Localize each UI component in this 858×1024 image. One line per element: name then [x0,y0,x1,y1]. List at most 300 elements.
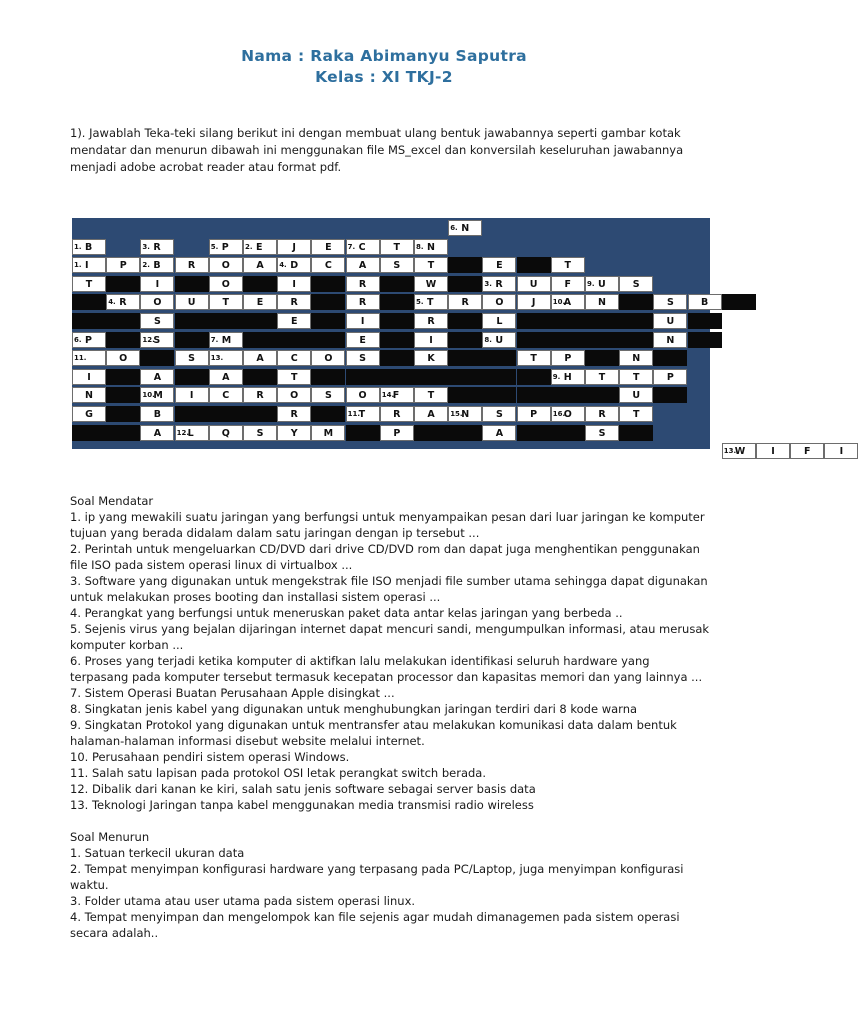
cell-letter: I [839,446,844,458]
crossword-cell [448,406,482,422]
crossword-cell [106,257,140,273]
cell-letter: I [292,278,296,290]
cell-letter: O [221,278,230,290]
cell-letter: O [290,390,299,402]
crossword-cell [619,369,653,385]
cell-letter: A [153,427,162,439]
crossword-cell [140,406,174,422]
crossword-block [517,387,551,403]
crossword-block [448,369,482,385]
crossword-block [619,313,653,329]
crossword-cell [517,406,551,422]
cell-letter: T [427,297,434,309]
cell-letter: N [666,334,675,346]
crossword-cell [517,350,551,366]
mendatar-question: 7. Sistem Operasi Buatan Perusahaan Apple disingkat ... [70,686,395,700]
cell-letter: S [598,427,606,439]
crossword-cell [209,239,243,255]
clue-number: 6. [74,335,82,344]
crossword-block [243,332,277,348]
mendatar-list [70,509,710,813]
crossword-cell [551,257,585,273]
cell-letter: D [290,260,299,272]
cell-letter: O [221,260,230,272]
clue-number: 11. [347,410,360,418]
crossword-cell [380,387,414,403]
mendatar-question: 13. Teknologi Jaringan tanpa kabel menggunakan media transmisi radio wireless [70,798,534,812]
crossword-cell [106,350,140,366]
cell-letter: A [153,371,162,383]
clue-number: 3. [484,279,492,288]
cell-letter: F [803,446,811,458]
crossword-cell [482,257,516,273]
clue-number: 7. [347,242,356,251]
crossword-block [448,276,482,292]
crossword-cell [551,350,585,366]
cell-letter: I [87,371,91,383]
cell-letter: I [155,278,160,290]
cell-letter: N [461,409,470,420]
crossword-cell [72,257,106,273]
crossword-cell [482,276,516,292]
cell-letter: R [256,390,264,402]
crossword-block [72,294,106,310]
crossword-block [482,350,516,366]
menurun-list [70,845,710,941]
crossword-block [380,313,414,329]
crossword-block [448,313,482,329]
cell-letter: A [222,371,230,383]
crossword-cell [346,257,380,273]
cell-letter: U [187,297,196,309]
cell-letter: E [496,260,503,272]
crossword-cell [346,294,380,310]
crossword-cell [346,276,380,292]
crossword-cell [346,406,380,422]
clue-number: 2. [245,242,253,251]
menurun-question: 1. Satuan terkecil ukuran data [70,846,245,860]
crossword-cell [756,443,790,459]
crossword-block [311,294,345,310]
clue-number: 8. [416,242,424,251]
cell-letter: A [358,260,367,272]
crossword-cell [209,350,243,366]
cell-letter: R [358,278,367,290]
cell-letter: E [256,241,263,253]
crossword-block [380,369,414,385]
crossword-cell [243,350,277,366]
cell-letter: Q [221,427,230,439]
crossword-block [72,313,106,329]
cell-letter: T [632,371,640,383]
cell-letter: S [188,353,196,365]
crossword-block [619,332,653,348]
crossword-cell [277,294,311,310]
cell-letter: I [360,316,365,327]
crossword-cell [551,276,585,292]
crossword-block [346,425,380,441]
cell-letter: A [563,297,572,309]
crossword-cell [209,294,243,310]
crossword-cell [482,294,516,310]
crossword-cell [653,332,687,348]
cell-letter: R [427,316,435,327]
crossword-block [448,350,482,366]
crossword-block [414,425,448,441]
cell-letter: P [393,427,401,439]
student-class: Kelas : XI TKJ-2 [315,68,453,86]
cell-letter: M [153,390,163,402]
crossword-cell [175,350,209,366]
crossword-cell [448,220,482,236]
crossword-cell [140,276,174,292]
cell-letter: R [153,241,161,253]
cell-letter: O [358,390,367,402]
crossword-block [209,406,243,422]
cell-letter: B [153,409,162,420]
crossword-cell [140,425,174,441]
crossword-cell [722,443,756,459]
crossword-block [106,406,140,422]
cell-letter: J [292,241,296,253]
crossword-cell [414,294,448,310]
student-name: Nama : Raka Abimanyu Saputra [241,47,527,65]
cell-letter: T [222,297,230,309]
cell-letter: T [85,278,93,290]
cell-letter: B [85,241,93,253]
cell-letter: S [632,278,640,290]
crossword-block [380,332,414,348]
crossword-cell [209,257,243,273]
crossword-cell [140,257,174,273]
cell-letter: L [496,316,503,327]
crossword-cell [209,425,243,441]
mendatar-question: 10. Perusahaan pendiri sistem operasi Windows. [70,750,350,764]
crossword-cell [277,369,311,385]
crossword-cell [653,313,687,329]
crossword-cell [311,350,345,366]
mendatar-question: 8. Singkatan jenis kabel yang digunakan untuk menghubungkan jaringan terdiri dari 8 kode warna [70,702,638,716]
crossword-block [448,332,482,348]
cell-letter: H [563,371,572,383]
crossword-block [106,276,140,292]
crossword-block [380,350,414,366]
cell-letter: B [700,297,709,309]
cell-letter: M [323,427,334,439]
crossword-cell [243,257,277,273]
crossword-cell [619,387,653,403]
clue-number: 9. [587,279,595,288]
crossword-cell [517,294,551,310]
cell-letter: R [187,260,196,272]
cell-letter: T [564,260,572,272]
cell-letter: N [461,223,470,234]
cell-letter: G [85,409,93,420]
crossword-cell [140,239,174,255]
clue-number: 15. [450,410,463,418]
crossword-block [243,313,277,329]
crossword-block [380,294,414,310]
crossword-cell [209,387,243,403]
cell-letter: F [392,390,400,402]
crossword-block [311,369,345,385]
mendatar-question: 3. Software yang digunakan untuk mengekstrak file ISO menjadi file sumber utama sehingga dapat digunakan untuk melakukan proses booting dan installasi sistem operasi ... [70,574,708,604]
crossword-cell [414,332,448,348]
cell-letter: O [119,353,128,365]
mendatar-question: 11. Salah satu lapisan pada protokol OSI letak perangkat switch berada. [70,766,486,780]
crossword-cell [619,350,653,366]
cell-letter: R [495,278,503,290]
cell-letter: U [666,316,675,327]
mendatar-question: 12. Dibalik dari kanan ke kiri, salah satu jenis software sebagai server basis data [70,782,536,796]
crossword-cell [414,239,448,255]
clue-number: 12. [176,428,189,437]
cell-letter: W [734,446,746,458]
crossword-cell [72,350,106,366]
crossword-block [346,369,380,385]
crossword-cell [380,425,414,441]
crossword-cell [72,332,106,348]
cell-letter: S [666,297,674,309]
crossword-cell [277,387,311,403]
mendatar-question: 6. Proses yang terjadi ketika komputer di aktifkan lalu melakukan identifikasi seluruh hardware yang terpasang pada komputer tersebut termasuk kecepatan processor dan kapasitas memori dan yang lainnya ... [70,654,703,684]
cell-letter: W [425,278,437,290]
crossword-block [72,425,106,441]
crossword-cell [243,294,277,310]
mendatar-question: 2. Perintah untuk mengeluarkan CD/DVD dari drive CD/DVD rom dan dapat juga menghentikan penggunakan file ISO pada sistem operasi linux di virtualbox ... [70,542,700,572]
menurun-heading: Soal Menurun [70,830,150,844]
crossword-block [585,387,619,403]
clue-number: 1. [74,242,82,251]
crossword-cell [311,239,345,255]
mendatar-question: 5. Sejenis virus yang bejalan dijaringan internet dapat mencuri sandi, mengumpulkan informasi, atau merusak komputer korban ... [70,622,710,652]
mendatar-heading: Soal Mendatar [70,494,154,508]
crossword-block [517,332,551,348]
cell-letter: R [290,409,298,420]
cell-letter: F [564,278,572,290]
crossword-block [619,425,653,441]
crossword-cell [209,276,243,292]
crossword-cell [140,332,174,348]
crossword-block [653,350,687,366]
crossword-cell [140,369,174,385]
crossword-cell [277,406,311,422]
crossword-block [585,350,619,366]
cell-letter: O [324,353,333,365]
cell-letter: S [324,390,332,402]
crossword-block [106,332,140,348]
cell-letter: U [598,278,606,290]
crossword-cell [585,294,619,310]
crossword-block [551,332,585,348]
menurun-question: 4. Tempat menyimpan dan mengelompok kan file sejenis agar mudah dimanagemen pada sistem operasi secara adalah.. [70,910,680,940]
crossword-block [551,313,585,329]
crossword-cell [277,425,311,441]
menurun-question: 3. Folder utama atau user utama pada sistem operasi linux. [70,894,416,908]
crossword-cell [277,313,311,329]
crossword-cell [619,276,653,292]
cell-letter: S [359,353,367,365]
crossword-cell [72,369,106,385]
cell-letter: I [429,334,433,346]
cell-letter: J [531,297,536,309]
crossword-cell [414,387,448,403]
crossword-cell [346,387,380,403]
cell-letter: P [85,334,92,346]
crossword-cell [482,425,516,441]
crossword-cell [414,276,448,292]
cell-letter: T [358,409,366,420]
crossword-block [448,257,482,273]
cell-letter: T [393,241,401,253]
cell-letter: U [529,278,538,290]
cell-letter: M [221,334,232,346]
clue-number: 10. [552,298,566,307]
cell-letter: E [290,316,298,327]
clue-number: 16. [552,410,566,418]
crossword-cell [277,257,311,273]
clue-number: 8. [484,335,492,344]
cell-letter: O [153,297,162,309]
crossword-cell [311,387,345,403]
cell-letter: S [495,409,503,420]
crossword-block [585,332,619,348]
cell-letter: T [290,371,298,383]
crossword-cell [448,294,482,310]
cell-letter: E [359,334,366,346]
cell-letter: T [427,260,435,272]
crossword-cell [311,425,345,441]
cell-letter: E [256,297,264,309]
crossword-cell [824,443,858,459]
cell-letter: S [153,334,161,346]
mendatar-question: 1. ip yang mewakili suatu jaringan yang berfungsi untuk menyampaikan pesan dari luar jaringan ke komputer tujuan yang berada didalam dalam satu jaringan dengan ip tersebut ... [70,510,705,540]
cell-letter: N [85,390,93,402]
cell-letter: R [598,409,606,420]
clue-number: 10. [142,391,155,400]
cell-letter: P [530,409,538,420]
cell-letter: P [666,371,674,383]
cell-letter: R [393,409,401,420]
crossword-block [277,332,311,348]
cell-letter: I [189,390,194,402]
crossword-block [175,406,209,422]
crossword-cell [346,350,380,366]
crossword-cell [346,313,380,329]
cell-letter: T [598,371,606,383]
cell-letter: C [222,390,230,402]
cell-letter: A [256,353,264,365]
clue-number: 14. [381,391,395,400]
cell-letter: E [325,241,332,253]
crossword-cell [414,257,448,273]
cell-letter: L [187,427,194,439]
cell-letter: R [119,297,127,309]
cell-letter: I [771,446,775,458]
clue-number: 5. [416,298,424,307]
cell-letter: C [324,260,332,272]
cell-letter: N [632,353,641,365]
cell-letter: R [358,297,367,309]
cell-letter: K [427,353,435,365]
crossword-cell [551,406,585,422]
cell-letter: N [598,297,606,309]
crossword-block [653,387,687,403]
crossword-cell [482,313,516,329]
cell-letter: R [461,297,469,309]
crossword-block [311,406,345,422]
crossword-block [722,294,756,310]
crossword-cell [140,294,174,310]
crossword-cell [175,387,209,403]
crossword-cell [209,369,243,385]
cell-letter: S [393,260,401,272]
crossword-cell [277,239,311,255]
cell-letter: S [256,427,264,439]
cell-letter: O [563,409,572,420]
cell-letter: B [153,260,161,272]
crossword-block [106,425,140,441]
page-header [0,46,768,88]
cell-letter: T [530,353,537,365]
crossword-block [209,313,243,329]
cell-letter: U [632,390,641,402]
crossword-cell [517,276,551,292]
crossword-block [619,294,653,310]
crossword-block [311,313,345,329]
crossword-block [175,369,209,385]
clue-number: 6. [450,224,458,232]
cell-letter: A [427,409,435,420]
clue-number: 2. [142,261,150,270]
crossword-block [311,332,345,348]
crossword-cell [277,350,311,366]
cell-letter: C [358,241,366,253]
clue-number: 13. [210,354,224,363]
crossword-puzzle [72,218,844,458]
crossword-block [380,276,414,292]
crossword-cell [585,369,619,385]
clue-number: 1. [74,261,82,270]
clue-number: 9. [552,372,561,381]
crossword-cell [585,276,619,292]
crossword-cell [653,294,687,310]
clue-number: 3. [142,242,150,251]
crossword-block [175,332,209,348]
crossword-cell [414,313,448,329]
crossword-block [448,387,482,403]
crossword-cell [209,332,243,348]
crossword-block [448,425,482,441]
crossword-cell [106,294,140,310]
crossword-cell [140,387,174,403]
clue-number: 12. [142,335,155,344]
crossword-block [517,313,551,329]
cell-letter: T [632,409,640,420]
crossword-cell [175,294,209,310]
cell-letter: N [427,241,435,253]
crossword-block [551,425,585,441]
cell-letter: P [564,353,572,365]
crossword-block [551,387,585,403]
cell-letter: T [427,390,435,402]
crossword-cell [619,406,653,422]
crossword-cell [790,443,824,459]
crossword-cell [346,332,380,348]
crossword-cell [72,276,106,292]
cell-letter: C [290,353,298,365]
crossword-cell [243,239,277,255]
